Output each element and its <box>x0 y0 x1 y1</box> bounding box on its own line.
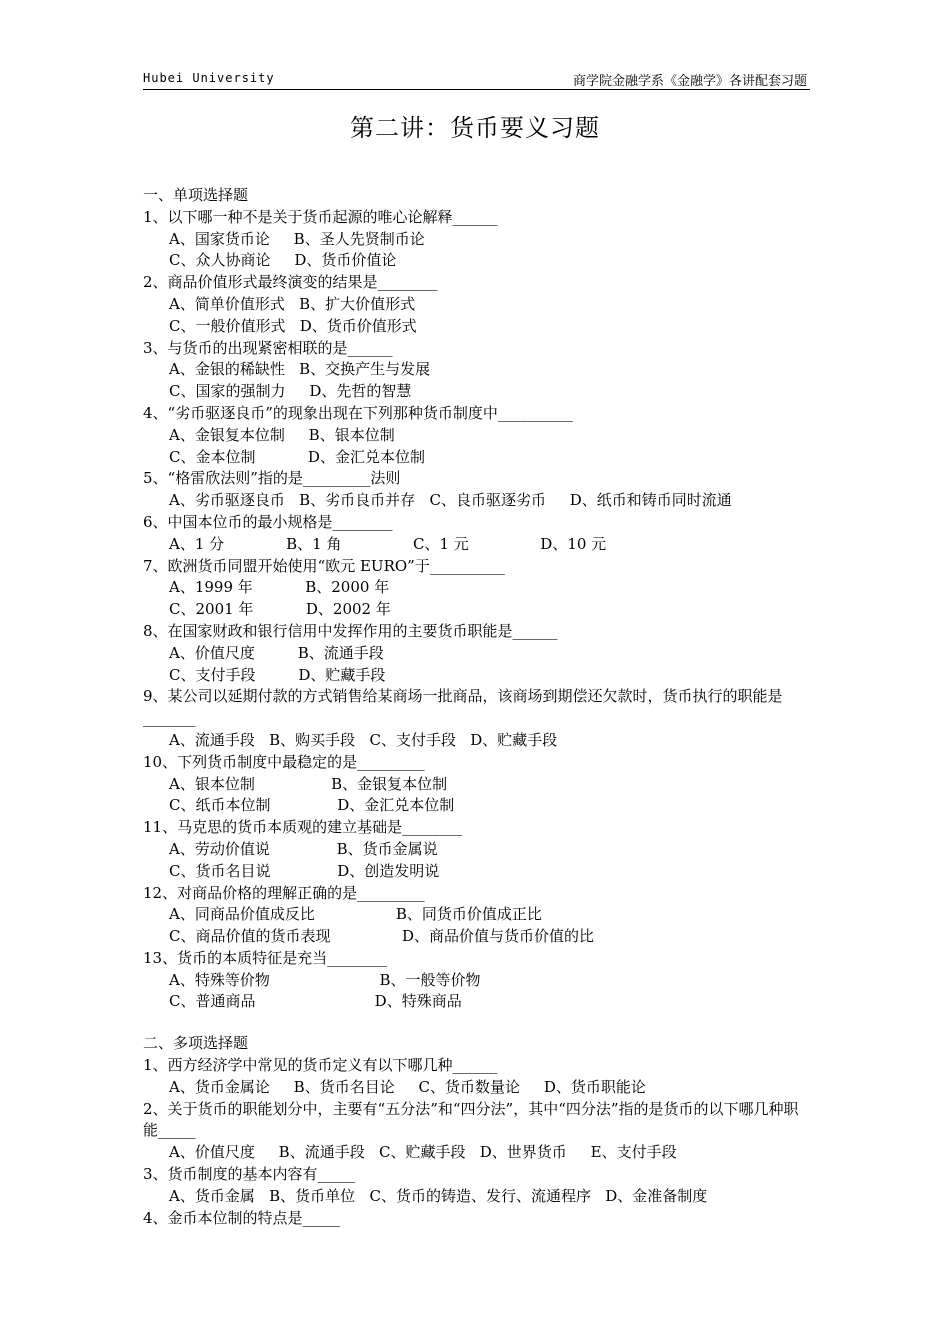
answer-options: A、银本位制 B、金银复本位制 <box>169 774 448 793</box>
answer-options: C、商品价值的货币表现 D、商品价值与货币价值的比 <box>169 927 595 946</box>
section-heading: 一、单项选择题 <box>143 186 249 204</box>
answer-options: C、2001 年 D、2002 年 <box>169 600 391 619</box>
answer-options: A、同商品价值成反比 B、同货币价值成正比 <box>169 905 542 924</box>
answer-options: A、1999 年 B、2000 年 <box>169 578 390 597</box>
header-divider <box>143 89 810 90</box>
answer-options: A、金银复本位制 B、银本位制 <box>169 425 395 444</box>
question-text: 2、商品价值形式最终演变的结果是________ <box>143 273 438 292</box>
answer-options: C、国家的强制力 D、先哲的智慧 <box>169 382 412 401</box>
answer-options: A、国家货币论 B、圣人先贤制币论 <box>169 229 425 248</box>
section-gap <box>143 1013 813 1033</box>
answer-options: C、货币名目说 D、创造发明说 <box>169 861 440 880</box>
answer-options: C、一般价值形式 D、货币价值形式 <box>169 316 417 335</box>
question-text: 1、以下哪一种不是关于货币起源的唯心论解释______ <box>143 207 498 226</box>
question-text: 8、在国家财政和银行信用中发挥作用的主要货币职能是______ <box>143 621 558 640</box>
answer-options: A、劣币驱逐良币 B、劣币良币并存 C、良币驱逐劣币 D、纸币和铸币同时流通 <box>169 491 732 510</box>
answer-options: C、众人协商论 D、货币价值论 <box>169 251 397 270</box>
page-title: 第二讲：货币要义习题 <box>350 114 600 142</box>
answer-options: A、货币金属论 B、货币名目论 C、货币数量论 D、货币职能论 <box>169 1077 646 1096</box>
header-left: Hubei University <box>143 71 275 85</box>
answer-options: C、纸币本位制 D、金汇兑本位制 <box>169 796 455 815</box>
question-text: 3、货币制度的基本内容有_____ <box>143 1165 356 1184</box>
question-list <box>143 185 813 1229</box>
question-text: 7、欧洲货币同盟开始使用“欧元 EURO”于__________ <box>143 556 505 575</box>
question-text: 11、马克思的货币本质观的建立基础是________ <box>143 818 463 837</box>
answer-options: A、金银的稀缺性 B、交换产生与发展 <box>169 360 431 379</box>
header-right: 商学院金融学系《金融学》各讲配套习题 <box>572 74 807 89</box>
answer-options: C、支付手段 D、贮藏手段 <box>169 665 386 684</box>
answer-options: A、劳动价值说 B、货币金属说 <box>169 839 438 858</box>
answer-options: A、特殊等价物 B、一般等价物 <box>169 970 481 989</box>
answer-options: A、流通手段 B、购买手段 C、支付手段 D、贮藏手段 <box>169 730 558 749</box>
section-heading: 二、多项选择题 <box>143 1034 249 1053</box>
answer-options: A、1 分 B、1 角 C、1 元 D、10 元 <box>169 534 607 553</box>
answer-options: A、货币金属 B、货币单位 C、货币的铸造、发行、流通程序 D、金准备制度 <box>169 1186 708 1205</box>
question-text: 2、关于货币的职能划分中，主要有“五分法”和“四分法”，其中“四分法”指的是货币的以下哪几种职能_____ <box>143 1099 799 1140</box>
question-text: 5、“格雷欣法则”指的是_________法则 <box>143 469 401 488</box>
question-text: 3、与货币的出现紧密相联的是______ <box>143 338 393 357</box>
answer-options: C、金本位制 D、金汇兑本位制 <box>169 447 425 466</box>
question-text: 4、“劣币驱逐良币”的现象出现在下列那种货币制度中__________ <box>143 403 573 422</box>
question-text: 12、对商品价格的理解正确的是_________ <box>143 883 425 902</box>
answer-options: A、价值尺度 B、流通手段 C、贮藏手段 D、世界货币 E、支付手段 <box>169 1143 677 1162</box>
answer-options: A、价值尺度 B、流通手段 <box>169 643 384 662</box>
answer-options: C、普通商品 D、特殊商品 <box>169 992 462 1011</box>
answer-options: A、简单价值形式 B、扩大价值形式 <box>169 294 416 313</box>
question-text: 1、西方经济学中常见的货币定义有以下哪几种______ <box>143 1056 498 1075</box>
question-text: 13、货币的本质特征是充当________ <box>143 948 388 967</box>
question-text: 9、某公司以延期付款的方式销售给某商场一批商品，该商场到期偿还欠款时，货币执行的职能是_______ <box>143 687 783 728</box>
question-text: 6、中国本位币的最小规格是________ <box>143 512 393 531</box>
question-text: 4、金币本位制的特点是_____ <box>143 1208 341 1227</box>
question-text: 10、下列货币制度中最稳定的是_________ <box>143 752 425 771</box>
